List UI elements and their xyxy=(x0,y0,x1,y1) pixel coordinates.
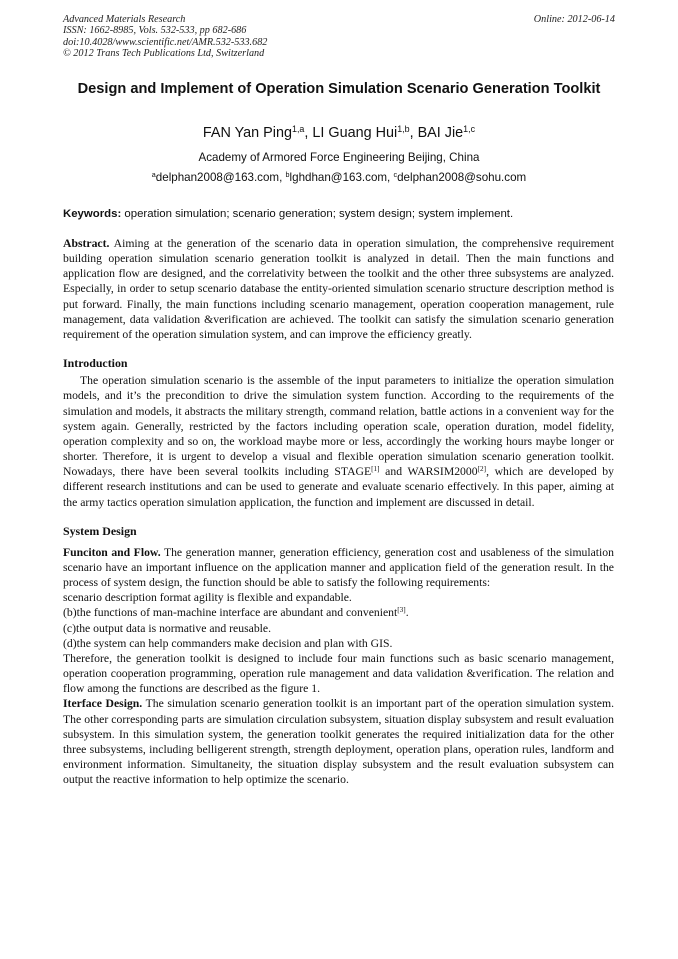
list-item: (c)the output data is normative and reusable. xyxy=(63,621,272,635)
citation[interactable]: [3] xyxy=(397,606,406,615)
list-item: (d)the system can help commanders make decision and plan with GIS. xyxy=(63,636,393,650)
introduction-paragraph: The operation simulation scenario is the assemble of the input parameters to initialize the operation simulation models, and it’s the precondition to drive the simulation system function. According to the requirements of the simulation and models, it abstracts the military strength, command relation, battle actions in a convenient way for the system again. Generally, restricted by the factors including operation scale, operation duration, model fidelity, operation complexity and so on, the workload maybe more or less, accordingly the working hours maybe longer or shorter. Therefore, it is urgent to develop a visual and flexible operation simulation scenario generation toolkit. Nowadays, there have been several toolkits including STAGE[1] and WARSIM2000[2], which are developed by different research institutions and can be used to generate and evaluate scenario effectively. In this paper, aiming at the army tactics operation simulation application, the function and implement are discussed in detail. xyxy=(63,374,614,509)
paper-title: Design and Implement of Operation Simulation Scenario Generation Toolkit xyxy=(77,81,601,97)
email-list: $^a$delphan2008@163.com, $^b$lghdhan@163.com, $^c$delphan2008@sohu.com xyxy=(151,170,527,184)
subsection-lead: Iterface Design. xyxy=(63,697,143,711)
requirements-list xyxy=(63,590,614,651)
section-heading-introduction: Introduction xyxy=(63,356,128,371)
email[interactable]: $^c$delphan2008@sohu.com xyxy=(393,170,527,184)
design-conclusion-paragraph: Therefore, the generation toolkit is designed to include four main functions such as basic scenario management, operation cooperation programming, operation rule management and data validation &verification. The relation and flow among the functions are described as the figure 1. xyxy=(63,651,614,696)
citation[interactable]: [2] xyxy=(477,465,487,474)
author: BAI Jie$^{1,c}$ xyxy=(417,124,476,141)
copyright-line: © 2012 Trans Tech Publications Ltd, Switzerland xyxy=(63,48,265,60)
author: LI Guang Hui$^{1,b}$, xyxy=(312,124,418,141)
issn-line: ISSN: 1662-8985, Vols. 532-533, pp 682-686 xyxy=(63,25,247,37)
subsection-lead: Funciton and Flow. xyxy=(63,545,161,559)
affiliation: Academy of Armored Force Engineering Beijing, China xyxy=(198,151,480,164)
email[interactable]: $^b$lghdhan@163.com xyxy=(285,170,388,184)
citation[interactable]: [1] xyxy=(371,465,380,474)
function-flow-paragraph: Funciton and Flow. The generation manner, generation efficiency, generation cost and usableness of the simulation scenario have an important influence on the application manner and application field of the generation result. In the process of system design, the function should be able to satisfy the following requirements: xyxy=(63,545,614,590)
abstract-text: Aiming at the generation of the scenario data in operation simulation, the comprehensive requirement building operation simulation scenario generation toolkit is analyzed in detail. Then the main functions and application flow are designed, and the correlativity between the toolkit and the other three subsystems are analyzed. Especially, in order to setup scenario database the entity-oriented simulation scenario structure description method is put forward. Finally, the main functions including scenario management, operation cooperation management, rule management, data validation &verification are achieved. The toolkit can satisfy the simulation scenario generation requirement of the operation simulation system, and can improve the efficiency greatly. xyxy=(63,237,614,341)
journal-name: Advanced Materials Research xyxy=(63,14,186,25)
keywords xyxy=(63,207,615,222)
email[interactable]: $^a$delphan2008@163.com xyxy=(151,170,280,184)
section-heading-system-design: System Design xyxy=(63,523,137,538)
online-date: Online: 2012-06-14 xyxy=(533,14,615,25)
list-item: scenario description format agility is flexible and expandable. xyxy=(63,591,352,605)
keywords-text: operation simulation; scenario generation; system design; system implement. xyxy=(124,208,514,220)
interface-paragraph: Iterface Design. The simulation scenario generation toolkit is an important part of the operation simulation system. The other corresponding parts are simulation circulation subsystem, situation display subsystem and result evaluation subsystem. In this simulation system, the generation toolkit generates the required initialization data for the other three subsystems, including belligerent strength, strength deployment, operation plans, operation rules, landform and environment information. Simultaneity, the situation display subsystem and the result evaluation subsystem can output the reactive information to help optimize the scenario. xyxy=(63,697,614,787)
author: FAN Yan Ping$^{1,a}$, xyxy=(202,124,313,141)
keywords-label: Keywords: xyxy=(63,208,122,220)
paper-body xyxy=(63,236,614,787)
author-list xyxy=(63,124,615,142)
journal-header xyxy=(63,14,615,60)
abstract xyxy=(63,236,614,342)
list-item: (b)the functions of man-machine interface are abundant and convenient[3]. xyxy=(63,606,409,620)
abstract-label: Abstract. xyxy=(63,237,110,250)
doi-line[interactable]: doi:10.4028/www.scientific.net/AMR.532-533.682 xyxy=(63,36,268,48)
